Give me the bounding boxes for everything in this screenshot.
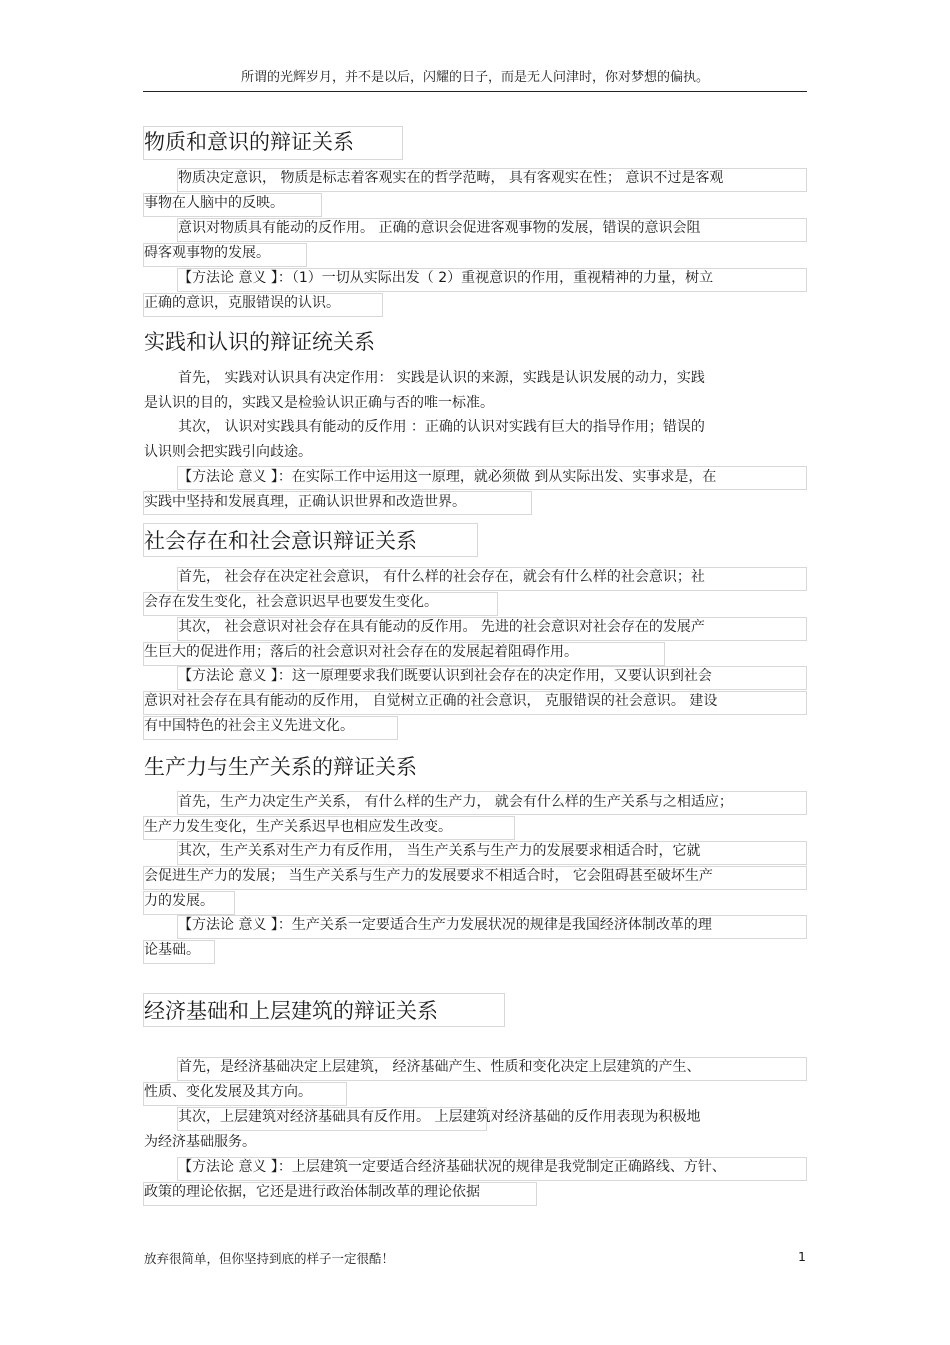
paragraph <box>144 1105 804 1155</box>
paragraph-line: 政策的理论依据，它还是进行政治体制改革的理论依据 <box>144 1184 480 1200</box>
header-divider <box>143 91 807 92</box>
paragraph-line: 【方法论 意义 】：在实际工作中运用这一原理，就必须做 到从实际出发、实事求是，在 <box>178 469 717 485</box>
page-footer-quote: 放弃很简单，但你坚持到底的样子一定很酷！ <box>144 1251 395 1266</box>
paragraph <box>144 615 804 665</box>
paragraph-line: 其次，上层建筑对经济基础具有反作用。 上层建筑对经济基础的反作用表现为积极地 <box>178 1109 701 1125</box>
paragraph <box>144 216 804 266</box>
paragraph <box>144 913 804 963</box>
paragraph-line: 其次，生产关系对生产力有反作用， 当生产关系与生产力的发展要求相适合时，它就 <box>178 843 701 859</box>
page-header-quote: 所谓的光辉岁月，并不是以后，闪耀的日子，而是无人问津时，你对梦想的偏执。 <box>240 70 709 85</box>
paragraph-line: 生巨大的促进作用；落后的社会意识对社会存在的发展起着阻碍作用。 <box>144 644 578 660</box>
paragraph <box>144 664 804 739</box>
paragraph-line: 认识则会把实践引向歧途。 <box>144 444 312 460</box>
paragraph-line: 【方法论 意义 】：上层建筑一定要适合经济基础状况的规律是我党制定正确路线、方针、 <box>178 1159 726 1175</box>
paragraph <box>144 1055 804 1105</box>
paragraph-line: 生产力发生变化，生产关系迟早也相应发生改变。 <box>144 819 452 835</box>
paragraph <box>144 565 804 615</box>
paragraph <box>144 465 804 515</box>
paragraph <box>144 1155 804 1205</box>
paragraph-line: 【方法论 意义 】：（1）一切从实际出发（ 2）重视意识的作用，重视精神的力量，树立 <box>178 270 714 286</box>
paragraph-line: 为经济基础服务。 <box>144 1134 256 1150</box>
paragraph-line: 事物在人脑中的反映。 <box>144 195 284 211</box>
paragraph-line: 碍客观事物的发展。 <box>144 245 270 261</box>
section-title: 生产力与生产关系的辩证关系 <box>144 755 417 779</box>
paragraph-line: 【方法论 意义 】：这一原理要求我们既要认识到社会存在的决定作用，又要认识到社会 <box>178 668 712 684</box>
paragraph-line: 性质、变化发展及其方向。 <box>144 1084 312 1100</box>
paragraph-line: 论基础。 <box>144 942 200 958</box>
paragraph-line: 正确的意识，克服错误的认识。 <box>144 295 340 311</box>
paragraph-line: 首先，生产力决定生产关系， 有什么样的生产力， 就会有什么样的生产关系与之相适应； <box>178 794 733 810</box>
paragraph-line: 意识对社会存在具有能动的反作用， 自觉树立正确的社会意识， 克服错误的社会意识。 建设 <box>144 693 718 709</box>
paragraph <box>144 266 804 316</box>
paragraph-line: 首先， 社会存在决定社会意识， 有什么样的社会存在，就会有什么样的社会意识；社 <box>178 569 705 585</box>
section-title: 社会存在和社会意识辩证关系 <box>144 529 417 553</box>
paragraph <box>144 166 804 216</box>
paragraph-line: 有中国特色的社会主义先进文化。 <box>144 718 354 734</box>
section-title: 实践和认识的辩证统关系 <box>144 330 375 354</box>
paragraph <box>144 415 804 465</box>
paragraph <box>144 366 804 416</box>
paragraph-line: 首先， 实践对认识具有决定作用： 实践是认识的来源，实践是认识发展的动力，实践 <box>178 370 705 386</box>
paragraph-line: 会存在发生变化，社会意识迟早也要发生变化。 <box>144 594 438 610</box>
paragraph-line: 是认识的目的，实践又是检验认识正确与否的唯一标准。 <box>144 395 494 411</box>
paragraph-line: 会促进生产力的发展； 当生产关系与生产力的发展要求不相适合时， 它会阻碍甚至破坏生产 <box>144 868 713 884</box>
paragraph-line: 其次， 认识对实践具有能动的反作用 ：正确的认识对实践有巨大的指导作用；错误的 <box>178 419 705 435</box>
page-number: 1 <box>798 1249 806 1264</box>
paragraph-line: 物质决定意识， 物质是标志着客观实在的哲学范畴， 具有客观实在性； 意识不过是客观 <box>178 170 724 186</box>
paragraph-line: 实践中坚持和发展真理，正确认识世界和改造世界。 <box>144 494 466 510</box>
section-title: 物质和意识的辩证关系 <box>144 130 354 154</box>
section-title: 经济基础和上层建筑的辩证关系 <box>144 999 438 1023</box>
paragraph <box>144 790 804 840</box>
paragraph-line: 意识对物质具有能动的反作用。 正确的意识会促进客观事物的发展，错误的意识会阻 <box>178 220 701 236</box>
paragraph-line: 其次， 社会意识对社会存在具有能动的反作用。 先进的社会意识对社会存在的发展产 <box>178 619 705 635</box>
paragraph-line: 力的发展。 <box>144 893 214 909</box>
paragraph-line: 首先，是经济基础决定上层建筑， 经济基础产生、性质和变化决定上层建筑的产生、 <box>178 1059 701 1075</box>
paragraph-line: 【方法论 意义 】：生产关系一定要适合生产力发展状况的规律是我国经济体制改革的理 <box>178 917 712 933</box>
paragraph <box>144 839 804 914</box>
